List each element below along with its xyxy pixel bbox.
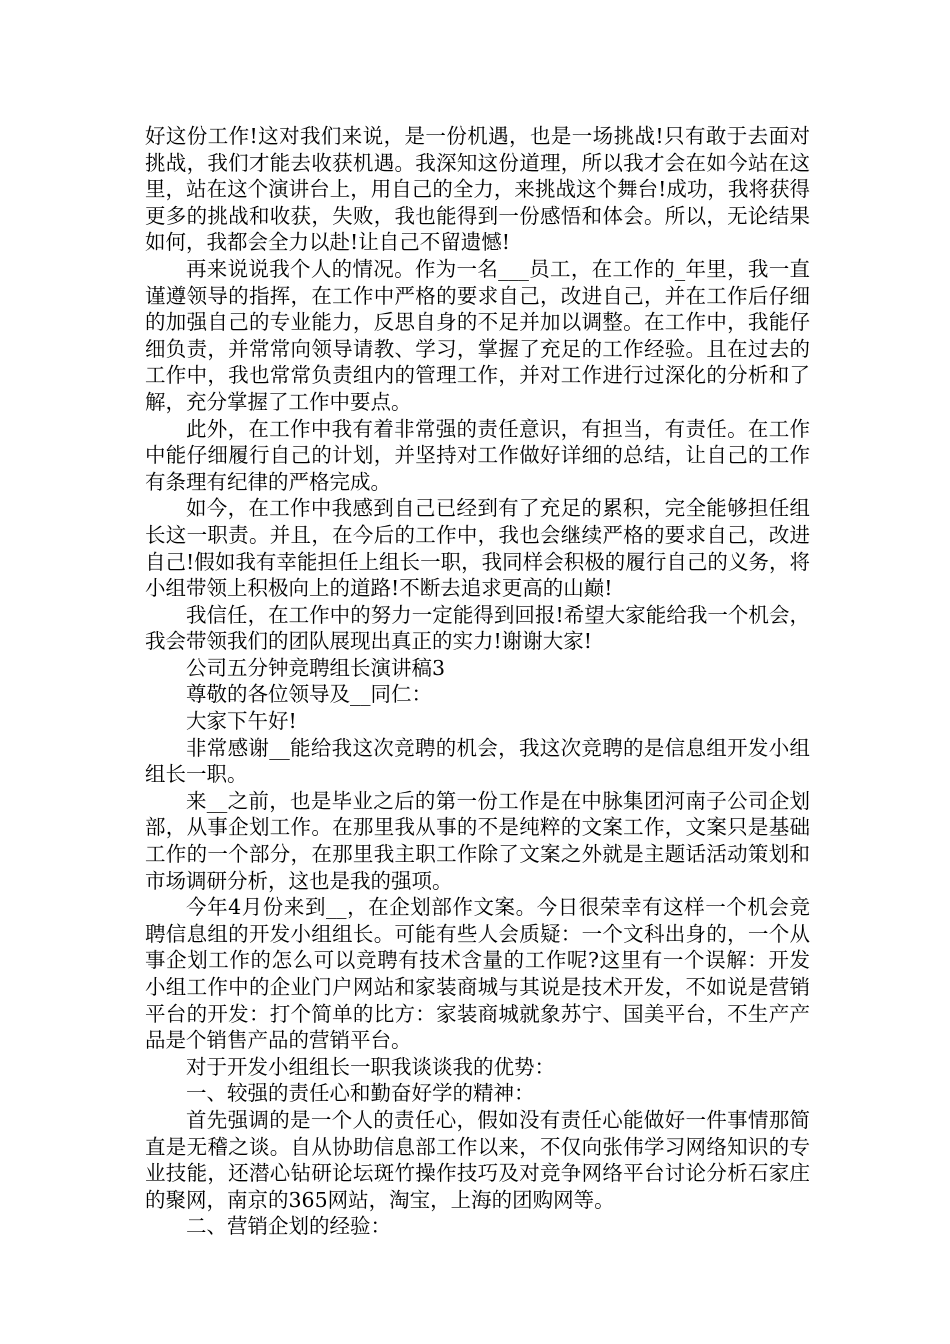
paragraph-1: 好这份工作!这对我们来说，是一份机遇，也是一场挑战!只有敢于去面对挑战，我们才能去收获机遇。我深知这份道理，所以我才会在如今站在这里，站在这个演讲台上，用自己的全力，来挑战这个舞台!成功，我将获得更多的挑战和收获，失败，我也能得到一份感悟和体会。所以，无论结果如何，我都会全力以赴!让自己不留遗憾!	[145, 124, 810, 255]
paragraph-14: 首先强调的是一个人的责任心，假如没有责任心能做好一件事情那简直是无稽之谈。自从协助信息部工作以来，不仅向张伟学习网络知识的专业技能，还潜心钻研论坛斑竹操作技巧及对竞争网络平台讨论分析石家庄的聚网，南京的365网站，淘宝，上海的团购网等。	[145, 1107, 810, 1212]
paragraph-4: 如今，在工作中我感到自己已经到有了充足的累积，完全能够担任组长这一职责。并且，在今后的工作中，我也会继续严格的要求自己，改进自己!假如我有幸能担任上组长一职，我同样会积极的履行自己的义务，将小组带领上积极向上的道路!不断去追求更高的山巅!	[145, 496, 810, 601]
subheading-2: 二、营销企划的经验：	[186, 1214, 391, 1239]
greeting: 大家下午好!	[186, 709, 297, 734]
paragraph-12: 对于开发小组组长一职我谈谈我的优势：	[186, 1054, 555, 1079]
paragraph-5: 我信任，在工作中的努力一定能得到回报!希望大家能给我一个机会，我会带领我们的团队展现出真正的实力!谢谢大家!	[145, 602, 810, 654]
paragraph-3: 此外，在工作中我有着非常强的责任意识，有担当，有责任。在工作中能仔细履行自己的计划，并坚持对工作做好详细的总结，让自己的工作有条理有纪律的严格完成。	[145, 416, 810, 494]
salutation: 尊敬的各位领导及__同仁：	[186, 682, 432, 707]
paragraph-11: 今年4月份来到__，在企划部作文案。今日很荣幸有这样一个机会竞聘信息组的开发小组组长。可能有些人会质疑：一个文科出身的，一个从事企划工作的怎么可以竞聘有技术含量的工作呢?这里有一个误解：开发小组工作中的企业门户网站和家装商城与其说是技术开发，不如说是营销平台的开发：打个简单的比方：家装商城就象苏宁、国美平台，不生产产品是个销售产品的营销平台。	[145, 895, 810, 1053]
paragraph-9: 非常感谢__能给我这次竞聘的机会，我这次竞聘的是信息组开发小组组长一职。	[145, 735, 810, 787]
subheading-1: 一、较强的责任心和勤奋好学的精神：	[186, 1081, 535, 1106]
paragraph-2: 再来说说我个人的情况。作为一名___员工，在工作的_年里，我一直谨遵领导的指挥，在工作中严格的要求自己，改进自己，并在工作后仔细的加强自己的专业能力，反思自身的不足并加以调整。在工作中，我能仔细负责，并常常向领导请教、学习，掌握了充足的工作经验。且在过去的工作中，我也常常负责组内的管理工作，并对工作进行过深化的分析和了解，充分掌握了工作中要点。	[145, 256, 810, 414]
section-heading: 公司五分钟竞聘组长演讲稿3	[186, 655, 446, 680]
document-body	[145, 123, 810, 1240]
paragraph-10: 来__之前，也是毕业之后的第一份工作是在中脉集团河南子公司企划部，从事企划工作。在那里我从事的不是纯粹的文案工作，文案只是基础工作的一个部分，在那里我主职工作除了文案之外就是主题话活动策划和市场调研分析，这也是我的强项。	[145, 788, 810, 893]
